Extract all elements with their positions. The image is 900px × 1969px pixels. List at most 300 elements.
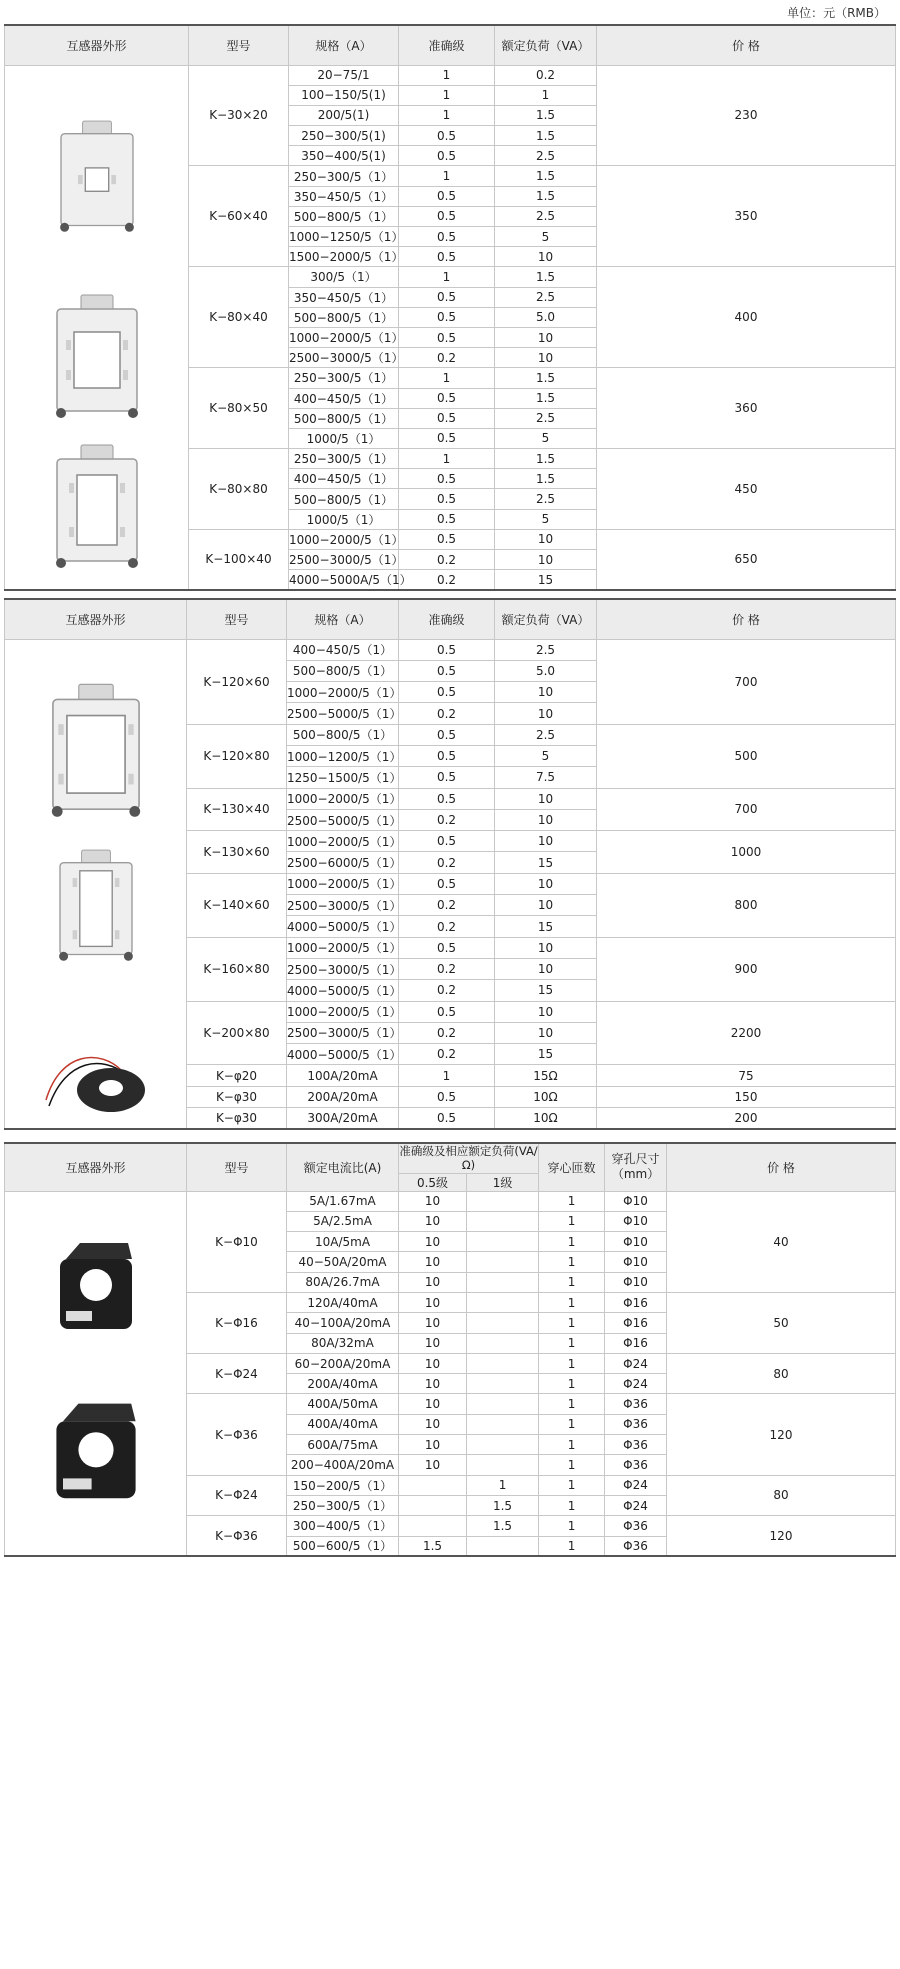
burden-cell: 10Ω [495, 1086, 597, 1107]
spec-cell: 1000−2000/5（1） [289, 327, 399, 347]
spec-cell: 300A/20mA [287, 1108, 399, 1129]
burden-cell: 2.5 [495, 206, 597, 226]
model-cell: K−160×80 [187, 937, 287, 1001]
table-3-header-row [5, 1143, 896, 1173]
ct-120x60-image [41, 680, 151, 823]
burden-cell: 1.5 [495, 388, 597, 408]
model-cell: K−80×50 [189, 368, 289, 449]
hole-size-cell: Φ16 [605, 1313, 667, 1333]
accuracy-cell: 0.5 [399, 639, 495, 660]
spec-cell: 500−800/5（1） [289, 206, 399, 226]
turns-cell: 1 [539, 1374, 605, 1394]
header-ratio: 额定电流比(A) [287, 1143, 399, 1191]
accuracy-cell: 0.2 [399, 980, 495, 1001]
price-table-3 [4, 1142, 896, 1557]
accuracy-05-cell: 10 [399, 1313, 467, 1333]
accuracy-cell: 0.5 [399, 408, 495, 428]
burden-cell: 15Ω [495, 1065, 597, 1086]
ct-80x40-image [47, 286, 147, 429]
spec-cell: 20−75/1 [289, 65, 399, 85]
hole-size-cell: Φ36 [605, 1455, 667, 1475]
burden-cell: 10 [495, 895, 597, 916]
model-cell: K−Φ36 [187, 1394, 287, 1475]
model-cell: K−120×80 [187, 724, 287, 788]
accuracy-cell: 0.2 [399, 1022, 495, 1043]
price-cell: 900 [597, 937, 896, 1001]
accuracy-05-cell: 10 [399, 1191, 467, 1211]
accuracy-cell: 0.5 [399, 126, 495, 146]
burden-cell: 15 [495, 1044, 597, 1065]
turns-cell: 1 [539, 1536, 605, 1556]
accuracy-1-cell: 1.5 [467, 1516, 539, 1536]
spec-cell: 1000−1200/5（1） [287, 745, 399, 766]
accuracy-1-cell [467, 1455, 539, 1475]
spec-cell: 4000−5000A/5（1） [289, 570, 399, 590]
burden-cell: 10 [495, 937, 597, 958]
accuracy-1-cell [467, 1536, 539, 1556]
spec-cell: 1000−2000/5（1） [287, 831, 399, 852]
accuracy-cell: 0.5 [399, 873, 495, 894]
spec-cell: 1000−2000/5（1） [287, 788, 399, 809]
ratio-cell: 80A/32mA [287, 1333, 399, 1353]
turns-cell: 1 [539, 1232, 605, 1252]
accuracy-05-cell: 10 [399, 1353, 467, 1373]
hole-size-cell: Φ10 [605, 1232, 667, 1252]
accuracy-cell: 0.2 [399, 1044, 495, 1065]
accuracy-cell: 0.5 [399, 831, 495, 852]
accuracy-cell: 0.5 [399, 146, 495, 166]
burden-cell: 1.5 [495, 368, 597, 388]
burden-cell: 0.2 [495, 65, 597, 85]
header-accuracy-1: 1级 [467, 1173, 539, 1191]
spec-cell: 400−450/5（1） [287, 639, 399, 660]
accuracy-cell: 0.5 [399, 509, 495, 529]
ratio-cell: 200−400A/20mA [287, 1455, 399, 1475]
product-images-cell [5, 1191, 187, 1556]
burden-cell: 5 [495, 428, 597, 448]
accuracy-cell: 0.5 [399, 489, 495, 509]
model-cell: K−30×20 [189, 65, 289, 166]
accuracy-cell: 0.5 [399, 682, 495, 703]
accuracy-cell: 0.5 [399, 428, 495, 448]
ratio-cell: 150−200/5（1） [287, 1475, 399, 1495]
accuracy-05-cell: 10 [399, 1374, 467, 1394]
price-cell: 50 [667, 1292, 896, 1353]
model-cell: K−200×80 [187, 1001, 287, 1065]
model-cell: K−60×40 [189, 166, 289, 267]
burden-cell: 10Ω [495, 1108, 597, 1129]
spec-cell: 200/5(1) [289, 105, 399, 125]
model-cell: K−Φ10 [187, 1191, 287, 1292]
spec-cell: 350−450/5（1） [289, 186, 399, 206]
burden-cell: 10 [495, 1022, 597, 1043]
accuracy-cell: 0.5 [399, 287, 495, 307]
ratio-cell: 10A/5mA [287, 1232, 399, 1252]
spec-cell: 100A/20mA [287, 1065, 399, 1086]
spec-cell: 2500−3000/5（1） [287, 958, 399, 979]
header-spec: 规格（A） [289, 25, 399, 65]
burden-cell: 10 [495, 1001, 597, 1022]
turns-cell: 1 [539, 1353, 605, 1373]
burden-cell: 1.5 [495, 105, 597, 125]
model-cell: K−130×60 [187, 831, 287, 874]
spec-cell: 2500−3000/5（1） [287, 1022, 399, 1043]
turns-cell: 1 [539, 1475, 605, 1495]
hole-size-cell: Φ16 [605, 1333, 667, 1353]
spec-cell: 250−300/5（1） [289, 166, 399, 186]
price-cell: 360 [597, 368, 896, 449]
burden-cell: 2.5 [495, 287, 597, 307]
burden-cell: 15 [495, 980, 597, 1001]
burden-cell: 10 [495, 529, 597, 549]
burden-cell: 2.5 [495, 408, 597, 428]
model-cell: K−Φ36 [187, 1516, 287, 1557]
ratio-cell: 120A/40mA [287, 1292, 399, 1312]
price-table-2 [4, 598, 896, 1130]
price-cell: 1000 [597, 831, 896, 874]
spec-cell: 1000−2000/5（1） [287, 682, 399, 703]
turns-cell: 1 [539, 1414, 605, 1434]
accuracy-05-cell: 10 [399, 1414, 467, 1434]
hole-size-cell: Φ24 [605, 1495, 667, 1515]
accuracy-1-cell: 1 [467, 1475, 539, 1495]
accuracy-cell: 0.5 [399, 724, 495, 745]
ratio-cell: 400A/50mA [287, 1394, 399, 1414]
accuracy-1-cell [467, 1232, 539, 1252]
price-cell: 75 [597, 1065, 896, 1086]
accuracy-cell: 1 [399, 1065, 495, 1086]
ratio-cell: 400A/40mA [287, 1414, 399, 1434]
hole-size-cell: Φ36 [605, 1414, 667, 1434]
burden-cell: 5 [495, 509, 597, 529]
price-cell: 350 [597, 166, 896, 267]
accuracy-cell: 0.5 [399, 388, 495, 408]
model-cell: K−φ20 [187, 1065, 287, 1086]
ratio-cell: 5A/1.67mA [287, 1191, 399, 1211]
model-cell: K−Φ24 [187, 1353, 287, 1394]
accuracy-cell: 0.5 [399, 327, 495, 347]
accuracy-cell: 1 [399, 449, 495, 469]
turns-cell: 1 [539, 1191, 605, 1211]
accuracy-cell: 0.5 [399, 227, 495, 247]
accuracy-1-cell [467, 1272, 539, 1292]
hole-size-cell: Φ36 [605, 1394, 667, 1414]
burden-cell: 10 [495, 703, 597, 724]
hole-size-cell: Φ36 [605, 1536, 667, 1556]
price-cell: 120 [667, 1394, 896, 1475]
accuracy-cell: 0.5 [399, 767, 495, 788]
turns-cell: 1 [539, 1435, 605, 1455]
accuracy-cell: 0.2 [399, 958, 495, 979]
ratio-cell: 5A/2.5mA [287, 1211, 399, 1231]
spec-cell: 350−400/5(1) [289, 146, 399, 166]
turns-cell: 1 [539, 1292, 605, 1312]
accuracy-cell: 0.2 [399, 570, 495, 590]
price-cell: 400 [597, 267, 896, 368]
header-price: 价 格 [597, 599, 896, 639]
spec-cell: 400−450/5（1） [289, 388, 399, 408]
spec-cell: 500−800/5（1） [289, 489, 399, 509]
burden-cell: 1 [495, 85, 597, 105]
ratio-cell: 40−100A/20mA [287, 1313, 399, 1333]
hole-size-cell: Φ24 [605, 1475, 667, 1495]
turns-cell: 1 [539, 1516, 605, 1536]
burden-cell: 10 [495, 873, 597, 894]
header-turns: 穿心匝数 [539, 1143, 605, 1191]
spec-cell: 1500−2000/5（1） [289, 247, 399, 267]
ratio-cell: 500−600/5（1） [287, 1536, 399, 1556]
accuracy-cell: 0.2 [399, 916, 495, 937]
spec-cell: 500−800/5（1） [289, 307, 399, 327]
spec-cell: 350−450/5（1） [289, 287, 399, 307]
spec-cell: 250−300/5（1） [289, 449, 399, 469]
burden-cell: 2.5 [495, 489, 597, 509]
accuracy-cell: 1 [399, 65, 495, 85]
accuracy-cell: 0.5 [399, 307, 495, 327]
header-shape: 互感器外形 [5, 599, 187, 639]
turns-cell: 1 [539, 1455, 605, 1475]
price-cell: 700 [597, 639, 896, 724]
spec-cell: 2500−5000/5（1） [287, 809, 399, 830]
hole-size-cell: Φ24 [605, 1353, 667, 1373]
spec-cell: 2500−3000/5（1） [289, 348, 399, 368]
spec-cell: 100−150/5(1) [289, 85, 399, 105]
spec-cell: 1000/5（1） [289, 428, 399, 448]
header-accuracy-burden: 准确级及相应额定负荷(VA/Ω) [399, 1144, 538, 1173]
spec-cell: 1000−1250/5（1） [289, 227, 399, 247]
accuracy-1-cell [467, 1414, 539, 1434]
burden-cell: 15 [495, 570, 597, 590]
accuracy-cell: 1 [399, 105, 495, 125]
header-shape: 互感器外形 [5, 25, 189, 65]
spec-cell: 2500−5000/5（1） [287, 703, 399, 724]
burden-cell: 1.5 [495, 166, 597, 186]
hole-size-cell: Φ16 [605, 1292, 667, 1312]
accuracy-cell: 0.5 [399, 247, 495, 267]
header-model: 型号 [187, 599, 287, 639]
spec-cell: 1250−1500/5（1） [287, 767, 399, 788]
spec-cell: 500−800/5（1） [287, 660, 399, 681]
header-accuracy-05: 0.5级 [399, 1173, 467, 1191]
burden-cell: 1.5 [495, 126, 597, 146]
header-accuracy: 准确级 [399, 25, 495, 65]
turns-cell: 1 [539, 1252, 605, 1272]
accuracy-1-cell [467, 1252, 539, 1272]
table-2-header-row [5, 599, 896, 639]
accuracy-1-cell [467, 1435, 539, 1455]
accuracy-05-cell: 10 [399, 1211, 467, 1231]
accuracy-1-cell [467, 1191, 539, 1211]
burden-cell: 1.5 [495, 267, 597, 287]
table-1-header-row [5, 25, 896, 65]
header-hole-size: 穿孔尺寸（mm） [605, 1143, 667, 1191]
ct-130x60-image [46, 830, 146, 983]
burden-cell: 1.5 [495, 469, 597, 489]
spec-cell: 250−300/5(1) [289, 126, 399, 146]
header-accuracy: 准确级 [399, 599, 495, 639]
price-cell: 700 [597, 788, 896, 831]
spec-cell: 1000−2000/5（1） [289, 529, 399, 549]
accuracy-05-cell: 10 [399, 1232, 467, 1252]
hole-size-cell: Φ36 [605, 1435, 667, 1455]
ratio-cell: 300−400/5（1） [287, 1516, 399, 1536]
header-burden: 额定负荷（VA） [495, 599, 597, 639]
accuracy-cell: 0.2 [399, 348, 495, 368]
burden-cell: 5.0 [495, 660, 597, 681]
burden-cell: 10 [495, 327, 597, 347]
spec-cell: 2500−6000/5（1） [287, 852, 399, 873]
accuracy-cell: 0.2 [399, 703, 495, 724]
ratio-cell: 250−300/5（1） [287, 1495, 399, 1515]
burden-cell: 1.5 [495, 186, 597, 206]
turns-cell: 1 [539, 1394, 605, 1414]
accuracy-cell: 0.5 [399, 1001, 495, 1022]
price-cell: 2200 [597, 1001, 896, 1065]
accuracy-cell: 0.5 [399, 186, 495, 206]
accuracy-05-cell [399, 1495, 467, 1515]
spec-cell: 200A/20mA [287, 1086, 399, 1107]
spec-cell: 250−300/5（1） [289, 368, 399, 388]
accuracy-cell: 1 [399, 85, 495, 105]
model-cell: K−φ30 [187, 1108, 287, 1129]
accuracy-1-cell [467, 1211, 539, 1231]
accuracy-1-cell [467, 1353, 539, 1373]
spec-cell: 500−800/5（1） [289, 408, 399, 428]
turns-cell: 1 [539, 1211, 605, 1231]
price-cell: 800 [597, 873, 896, 937]
accuracy-cell: 0.2 [399, 895, 495, 916]
ct-30x20-image [47, 106, 147, 249]
ratio-cell: 600A/75mA [287, 1435, 399, 1455]
ratio-cell: 80A/26.7mA [287, 1272, 399, 1292]
accuracy-cell: 1 [399, 166, 495, 186]
hole-size-cell: Φ10 [605, 1191, 667, 1211]
accuracy-cell: 1 [399, 368, 495, 388]
header-model: 型号 [187, 1143, 287, 1191]
spec-cell: 1000−2000/5（1） [287, 1001, 399, 1022]
price-cell: 120 [667, 1516, 896, 1557]
accuracy-cell: 0.5 [399, 937, 495, 958]
header-shape: 互感器外形 [5, 1143, 187, 1191]
burden-cell: 15 [495, 916, 597, 937]
model-cell: K−80×40 [189, 267, 289, 368]
burden-cell: 5 [495, 227, 597, 247]
spec-cell: 400−450/5（1） [289, 469, 399, 489]
split-core-ct-image [41, 1232, 151, 1345]
price-cell: 650 [597, 529, 896, 590]
header-price: 价 格 [667, 1143, 896, 1191]
ct-80x80-image [47, 431, 147, 584]
ratio-cell: 200A/40mA [287, 1374, 399, 1394]
burden-cell: 10 [495, 247, 597, 267]
burden-cell: 10 [495, 831, 597, 852]
model-cell: K−φ30 [187, 1086, 287, 1107]
price-cell: 450 [597, 449, 896, 530]
spec-cell: 300/5（1） [289, 267, 399, 287]
turns-cell: 1 [539, 1313, 605, 1333]
model-cell: K−130×40 [187, 788, 287, 831]
burden-cell: 10 [495, 958, 597, 979]
burden-cell: 10 [495, 788, 597, 809]
accuracy-05-cell: 10 [399, 1333, 467, 1353]
unit-label: 单位：元（RMB） [787, 6, 886, 20]
burden-cell: 2.5 [495, 724, 597, 745]
price-table-1 [4, 24, 896, 591]
accuracy-05-cell: 10 [399, 1252, 467, 1272]
ct-round-image [41, 1040, 151, 1123]
accuracy-cell: 0.5 [399, 469, 495, 489]
model-cell: K−Φ16 [187, 1292, 287, 1353]
header-model: 型号 [189, 25, 289, 65]
header-burden: 额定负荷（VA） [495, 25, 597, 65]
burden-cell: 2.5 [495, 146, 597, 166]
spec-cell: 500−800/5（1） [287, 724, 399, 745]
accuracy-cell: 0.2 [399, 550, 495, 570]
burden-cell: 15 [495, 852, 597, 873]
price-cell: 80 [667, 1353, 896, 1394]
ratio-cell: 60−200A/20mA [287, 1353, 399, 1373]
accuracy-05-cell: 10 [399, 1272, 467, 1292]
header-spec: 规格（A） [287, 599, 399, 639]
accuracy-05-cell: 10 [399, 1292, 467, 1312]
burden-cell: 10 [495, 550, 597, 570]
turns-cell: 1 [539, 1272, 605, 1292]
price-cell: 150 [597, 1086, 896, 1107]
accuracy-cell: 0.2 [399, 852, 495, 873]
accuracy-05-cell: 10 [399, 1455, 467, 1475]
accuracy-1-cell: 1.5 [467, 1495, 539, 1515]
accuracy-1-cell [467, 1313, 539, 1333]
spec-cell: 4000−5000/5（1） [287, 1044, 399, 1065]
accuracy-05-cell: 10 [399, 1435, 467, 1455]
accuracy-cell: 0.5 [399, 529, 495, 549]
header-price: 价 格 [597, 25, 896, 65]
hole-size-cell: Φ24 [605, 1374, 667, 1394]
burden-cell: 2.5 [495, 639, 597, 660]
burden-cell: 5 [495, 745, 597, 766]
burden-cell: 10 [495, 348, 597, 368]
accuracy-cell: 0.5 [399, 206, 495, 226]
price-cell: 200 [597, 1108, 896, 1129]
spec-cell: 4000−5000/5（1） [287, 980, 399, 1001]
spec-cell: 2500−3000/5（1） [289, 550, 399, 570]
model-cell: K−120×60 [187, 639, 287, 724]
accuracy-cell: 0.5 [399, 745, 495, 766]
accuracy-05-cell [399, 1475, 467, 1495]
hole-size-cell: Φ10 [605, 1211, 667, 1231]
model-cell: K−Φ24 [187, 1475, 287, 1516]
product-images-cell [5, 639, 187, 1129]
accuracy-1-cell [467, 1333, 539, 1353]
accuracy-cell: 0.5 [399, 788, 495, 809]
burden-cell: 7.5 [495, 767, 597, 788]
burden-cell: 10 [495, 682, 597, 703]
accuracy-05-cell: 10 [399, 1394, 467, 1414]
turns-cell: 1 [539, 1333, 605, 1353]
accuracy-1-cell [467, 1374, 539, 1394]
accuracy-05-cell: 1.5 [399, 1536, 467, 1556]
table-row [5, 639, 896, 660]
accuracy-cell: 0.2 [399, 809, 495, 830]
model-cell: K−140×60 [187, 873, 287, 937]
price-cell: 230 [597, 65, 896, 166]
price-cell: 500 [597, 724, 896, 788]
spec-cell: 1000−2000/5（1） [287, 937, 399, 958]
burden-cell: 5.0 [495, 307, 597, 327]
accuracy-05-cell [399, 1516, 467, 1536]
accuracy-cell: 1 [399, 267, 495, 287]
hole-size-cell: Φ10 [605, 1272, 667, 1292]
